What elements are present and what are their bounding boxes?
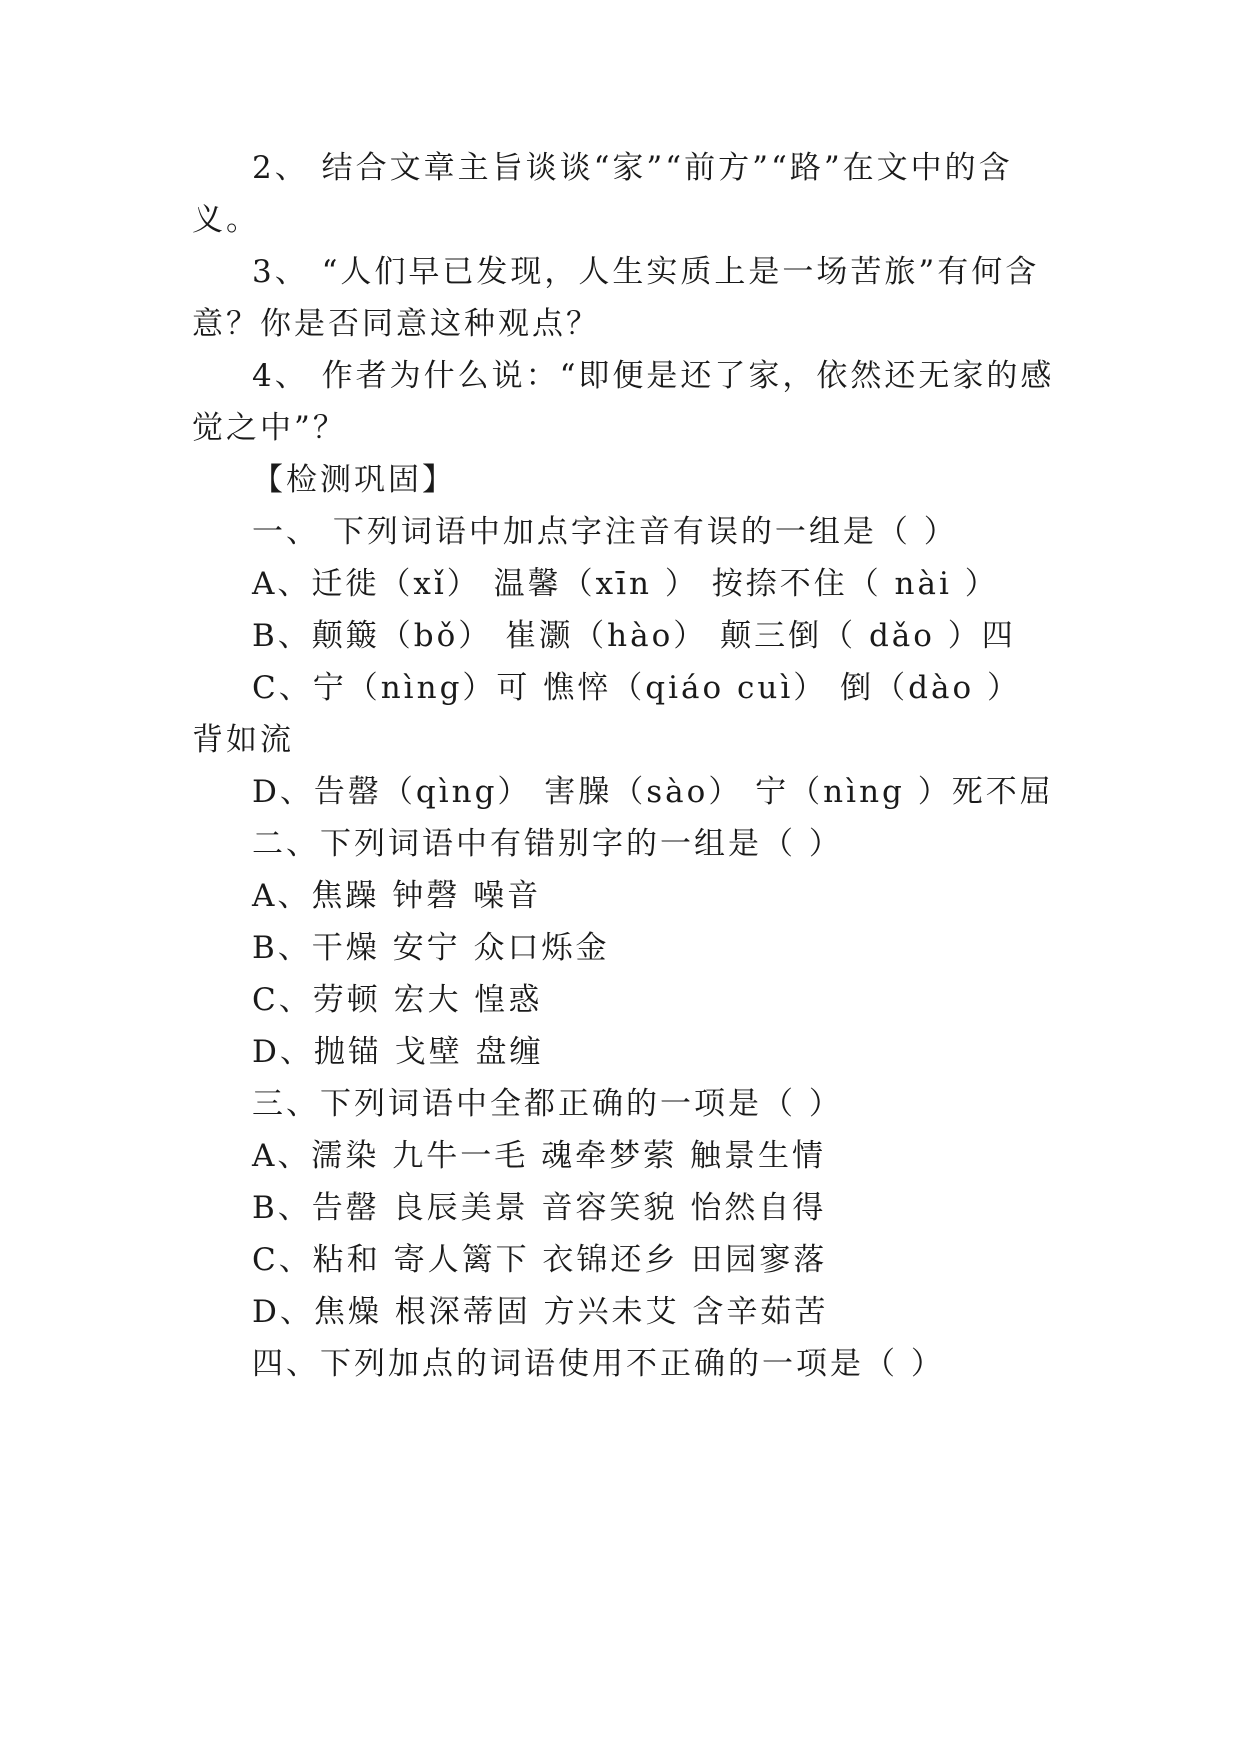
section-heading: 【检测巩固】 bbox=[252, 462, 456, 498]
exercise-3-option-a: A、濡染 九牛一毛 魂牵梦萦 触景生情 bbox=[252, 1138, 826, 1174]
exercise-1-option-b: B、颠簸（bǒ） 崔灏（hào） 颠三倒（ dǎo ）四 bbox=[252, 618, 1016, 654]
question-3-line-1: 3、 “人们早已发现，人生实质上是一场苦旅”有何含 bbox=[252, 254, 1040, 290]
question-4-line-1: 4、 作者为什么说：“即便是还了家，依然还无家的感 bbox=[252, 358, 1055, 394]
exercise-1-option-a: A、迁徙（xǐ） 温馨（xīn ） 按捺不住（ nài ） bbox=[252, 566, 999, 602]
exercise-4-prompt: 四、下列加点的词语使用不正确的一项是（ ） bbox=[252, 1346, 945, 1382]
exercise-2-option-b: B、干燥 安宁 众口烁金 bbox=[252, 930, 610, 966]
exercise-1-prompt: 一、 下列词语中加点字注音有误的一组是（ ） bbox=[252, 514, 958, 550]
exercise-3-option-b: B、告罄 良辰美景 音容笑貌 怡然自得 bbox=[252, 1190, 827, 1226]
exercise-2-option-c: C、劳顿 宏大 惶惑 bbox=[252, 982, 543, 1018]
exercise-1-option-c-continued: 背如流 bbox=[192, 722, 294, 758]
question-2-line-2: 义。 bbox=[192, 202, 260, 238]
exercise-2-prompt: 二、下列词语中有错别字的一组是（ ） bbox=[252, 826, 843, 862]
exercise-2-option-d: D、抛锚 戈壁 盘缠 bbox=[252, 1034, 544, 1070]
exercise-1-option-c: C、宁（nìng）可 憔悴（qiáo cuì） 倒（dào ） bbox=[252, 670, 1021, 706]
exercise-3-prompt: 三、下列词语中全都正确的一项是（ ） bbox=[252, 1086, 843, 1122]
question-3-line-2: 意？你是否同意这种观点？ bbox=[192, 306, 600, 342]
exercise-3-option-c: C、粘和 寄人篱下 衣锦还乡 田园寥落 bbox=[252, 1242, 828, 1278]
exercise-1-option-d: D、告罄（qìng） 害臊（sào） 宁（nìng ）死不屈 bbox=[252, 774, 1054, 810]
exercise-2-option-a: A、焦躁 钟磬 噪音 bbox=[252, 878, 542, 914]
exercise-3-option-d: D、焦燥 根深蒂固 方兴未艾 含辛茹苦 bbox=[252, 1294, 829, 1330]
question-2-line-1: 2、 结合文章主旨谈谈“家”“前方”“路”在文中的含 bbox=[252, 150, 1013, 186]
question-4-line-2: 觉之中”？ bbox=[192, 410, 347, 446]
